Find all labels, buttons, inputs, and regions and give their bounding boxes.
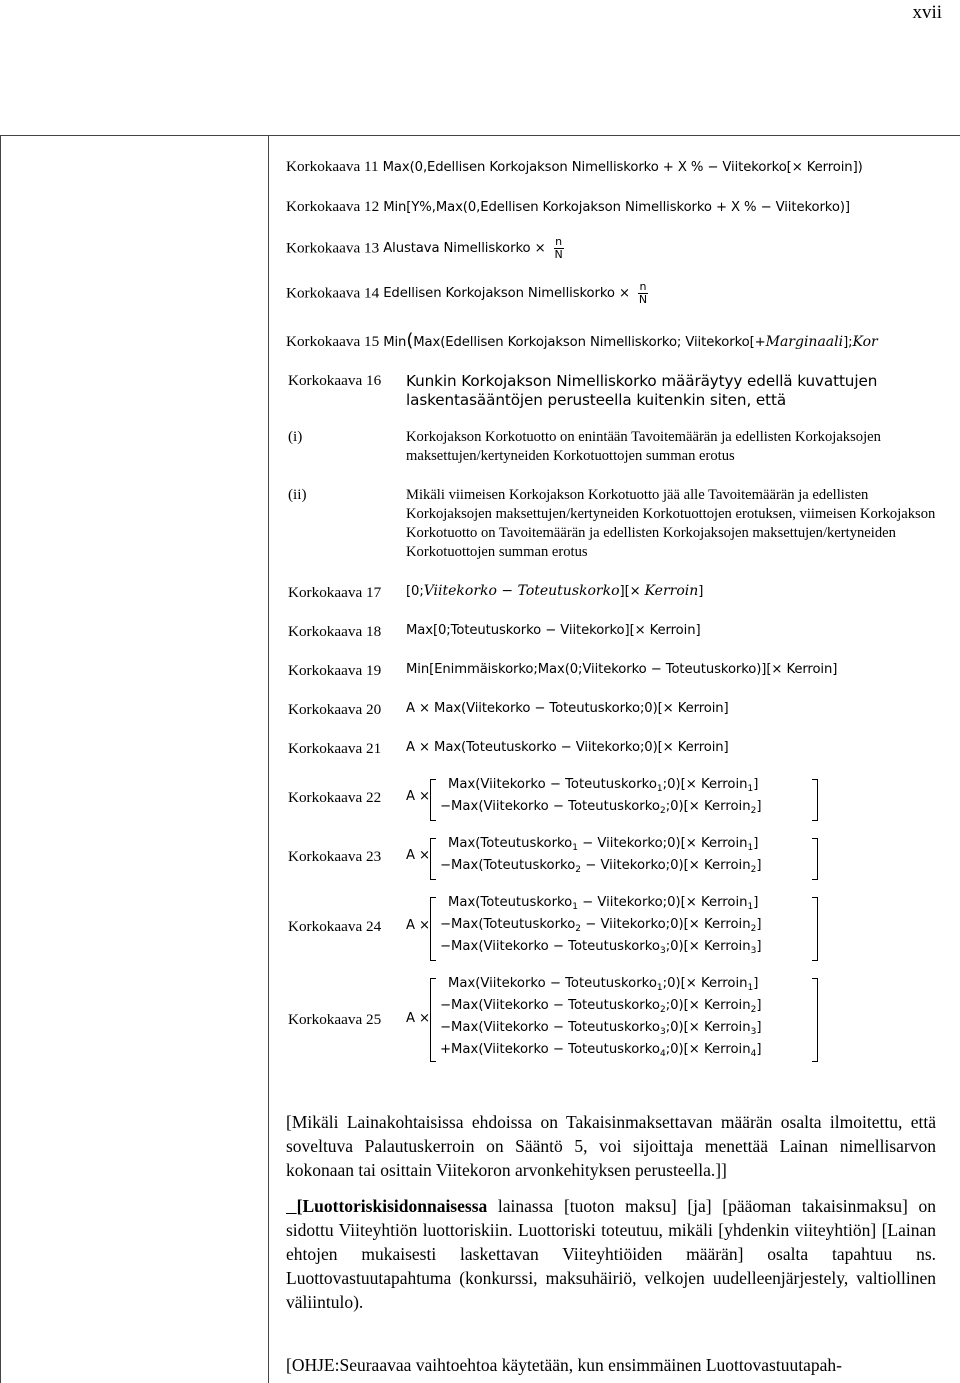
fraction — [554, 236, 564, 261]
formula-25-prefix: A × — [406, 1011, 430, 1026]
frame-left-line — [0, 136, 1, 1383]
formula-expression-min: Min — [383, 335, 407, 350]
fraction-numerator: n — [555, 235, 563, 248]
right-bracket-icon — [812, 838, 818, 880]
expr-part: [0; — [406, 584, 424, 599]
paragraph-bold-lead: [Luottoriskisidonnaisessa — [296, 1196, 488, 1216]
left-bracket-icon — [430, 838, 436, 880]
paragraph-ohje — [286, 1355, 842, 1376]
left-bracket-icon — [430, 779, 436, 821]
item-i-label: (i) — [288, 428, 303, 445]
paragraph-rest: lainassa [tuoton maksu] [ja] [pääoman takaisinmaksu] on sidottu Viiteyhtiön luottoriskiin. Luottoriski toteutuu, mikäli [yhdenkin viiteyhtiön] [Lainan ehtojen mukaisesti laskettavan Viiteyhtiöiden määrän] osalta tapahtuu ns. Luottovastuutapahtuma (konkurssi, maksuhäiriö, velkojen uudelleenjärjestely, valtiollinen väliintulo). — [286, 1196, 936, 1312]
formula-17-label: Korkokaava 17 — [288, 584, 382, 601]
formula-25-label: Korkokaava 25 — [288, 1011, 382, 1028]
paragraph-palautuskerroin: [Mikäli Lainakohtaisissa ehdoissa on Takaisinmaksettavan määrän osalta ilmoitettu, että soveltuva Palautuskerroin on Sääntö 5, voi sijoittaja menettää Lainan nimellisarvon kokonaan tai osittain Viitekoron arvonkehityksen perusteella.]] — [286, 1112, 936, 1180]
formula-24-label: Korkokaava 24 — [288, 918, 382, 935]
matrix-row: −Max(Viitekorko − Toteutuskorko$_2$;0)[× Kerroin$_2$] — [440, 998, 762, 1015]
formula-label: Korkokaava 13 — [286, 239, 380, 257]
formula-21-expression: A × Max(Toteutuskorko − Viitekorko;0)[× Kerroin] — [406, 740, 729, 755]
right-bracket-icon — [812, 897, 818, 961]
matrix-row: Max(Toteutuskorko$_1$ − Viitekorko;0)[× Kerroin$_1$] — [448, 895, 759, 912]
left-bracket-icon — [430, 897, 436, 961]
formula-expression: Alustava Nimelliskorko × — [383, 241, 546, 256]
page-number: xvii — [912, 2, 942, 23]
formula-22-label: Korkokaava 22 — [288, 789, 382, 806]
item-ii-label: (ii) — [288, 486, 307, 503]
matrix-row: +Max(Viitekorko − Toteutuskorko$_4$;0)[× Kerroin$_4$] — [440, 1042, 762, 1059]
formula-expression-sep: ]; — [843, 335, 853, 350]
formula-marginaali: Marginaali — [765, 334, 844, 350]
formula-19-expression: Min[Enimmäiskorko;Max(0;Viitekorko − Toteutuskorko)][× Kerroin] — [406, 662, 838, 677]
matrix-row: Max(Viitekorko − Toteutuskorko$_1$;0)[× Kerroin$_1$] — [448, 976, 759, 993]
formula-16-label: Korkokaava 16 — [288, 372, 382, 389]
formula-23-label: Korkokaava 23 — [288, 848, 382, 865]
formula-20-label: Korkokaava 20 — [288, 701, 382, 718]
formula-expression: Max(0,Edellisen Korkojakson Nimelliskorko + X % − Viitekorko[× Kerroin]) — [382, 160, 863, 175]
matrix-row: Max(Viitekorko − Toteutuskorko$_1$;0)[× Kerroin$_1$] — [448, 777, 759, 794]
formula-18-label: Korkokaava 18 — [288, 623, 382, 640]
formula-truncated: Kor — [852, 334, 878, 350]
formula-expression-max: Max(Edellisen Korkojakson Nimelliskorko; Viitekorko[+ — [413, 335, 766, 350]
formula-13 — [286, 236, 564, 261]
formula-17-expression — [406, 582, 703, 600]
formula-22-prefix: A × — [406, 789, 430, 804]
formula-label: Korkokaava 11 — [286, 158, 379, 175]
fraction-numerator: n — [639, 280, 647, 293]
formula-14 — [286, 281, 648, 306]
right-bracket-icon — [812, 978, 818, 1062]
matrix-row: −Max(Toteutuskorko$_2$ − Viitekorko;0)[× Kerroin$_2$] — [440, 858, 762, 875]
formula-expression: Edellisen Korkojakson Nimelliskorko × — [383, 286, 630, 301]
formula-label: Korkokaava 12 — [286, 198, 380, 215]
fraction — [638, 281, 648, 306]
matrix-row: −Max(Viitekorko − Toteutuskorko$_2$;0)[× Kerroin$_2$] — [440, 799, 762, 816]
underline-marker — [286, 1196, 297, 1216]
matrix-row: −Max(Viitekorko − Toteutuskorko$_3$;0)[× Kerroin$_3$] — [440, 1020, 762, 1037]
right-bracket-icon — [812, 779, 818, 821]
formula-12 — [286, 198, 850, 216]
formula-18-expression: Max[0;Toteutuskorko − Viitekorko][× Kerroin] — [406, 623, 701, 638]
fraction-denominator: N — [554, 248, 563, 261]
formula-21-label: Korkokaava 21 — [288, 740, 382, 757]
frame-inner-line — [268, 136, 269, 1383]
matrix-row: −Max(Toteutuskorko$_2$ − Viitekorko;0)[× Kerroin$_2$] — [440, 917, 762, 934]
paragraph-luottoriski — [286, 1194, 936, 1314]
matrix-row: Max(Toteutuskorko$_1$ − Viitekorko;0)[× Kerroin$_1$] — [448, 836, 759, 853]
formula-16-text: Kunkin Korkojakson Nimelliskorko määräytyy edellä kuvattujen laskentasääntöjen perusteella kuitenkin siten, että — [406, 372, 878, 409]
left-bracket-icon — [430, 978, 436, 1062]
formula-19-label: Korkokaava 19 — [288, 662, 382, 679]
formula-15 — [286, 330, 960, 351]
formula-11 — [286, 158, 863, 176]
formula-expression: Min[Y%,Max(0,Edellisen Korkojakson Nimelliskorko + X % − Viitekorko)] — [383, 200, 850, 215]
fraction-denominator: N — [638, 293, 648, 306]
formula-20-expression: A × Max(Viitekorko − Toteutuskorko;0)[× Kerroin] — [406, 701, 729, 716]
matrix-row: −Max(Viitekorko − Toteutuskorko$_3$;0)[× Kerroin$_3$] — [440, 939, 762, 956]
expr-part: ][× — [619, 584, 641, 599]
expr-italic: Kerroin — [644, 583, 699, 599]
ohje-text: Seuraavaa vaihtoehtoa käytetään, kun ensimmäinen Luottovastuutapah- — [339, 1355, 842, 1375]
formula-23-prefix: A × — [406, 848, 430, 863]
item-i-text: Korkojakson Korkotuotto on enintään Tavoitemäärän ja edellisten Korkojaksojen maksettujen/kertyneiden Korkotuottojen summan erotus — [406, 429, 881, 464]
formula-label: Korkokaava 14 — [286, 284, 380, 302]
formula-label: Korkokaava 15 — [286, 333, 380, 350]
expr-italic: Viitekorko − Toteutuskorko — [423, 583, 620, 599]
ohje-prefix: [OHJE: — [286, 1355, 340, 1375]
big-paren-icon: ( — [406, 330, 414, 351]
expr-part: ] — [698, 584, 704, 599]
item-ii-text: Mikäli viimeisen Korkojakson Korkotuotto jää alle Tavoitemäärän ja edellisten Korkojaksojen maksettujen/kertyneiden Korkotuottojen erotuksen, viimeisen Korkojakson Korkotuotto on Tavoitemäärän ja edellisten Korkojaksojen maksettujen/kertyneiden Korkotuottojen summan erotus — [406, 487, 936, 560]
formula-24-prefix: A × — [406, 918, 430, 933]
